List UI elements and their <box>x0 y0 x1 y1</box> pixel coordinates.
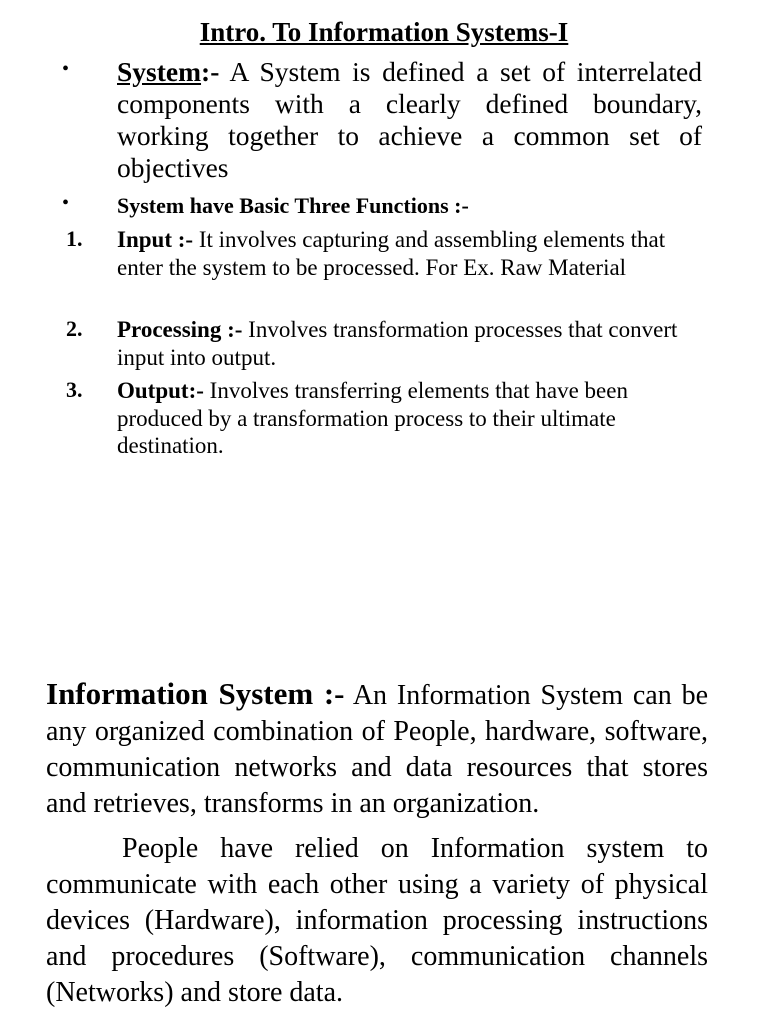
function-item-text <box>117 377 702 460</box>
function-term: Output:- <box>117 378 204 403</box>
system-definition-text <box>117 56 702 184</box>
item-number: 1. <box>66 226 83 251</box>
function-item-text <box>117 316 702 371</box>
bullet-marker: • <box>62 58 70 80</box>
function-description: Involves transformation processes that convert input into output. <box>117 317 678 370</box>
function-term: Input :- <box>117 227 194 252</box>
page-title: Intro. To Information Systems-I <box>199 17 569 47</box>
system-term: System <box>117 56 202 87</box>
functions-heading: System have Basic Three Functions :- <box>117 193 469 218</box>
information-system-paragraph: People have relied on Information system to communicate with each other using a variety of physical devices (Hardware), information processing instructions and procedures (Software), communication channels (Networks) and store data. <box>46 833 708 1008</box>
system-separator: :- <box>201 56 220 87</box>
item-number: 2. <box>66 316 83 341</box>
function-term: Processing :- <box>117 317 243 342</box>
information-system-term: Information System :- <box>46 676 345 711</box>
item-number: 3. <box>66 377 83 402</box>
function-description: Involves transferring elements that have been produced by a transformation process to their ultimate destination. <box>117 378 628 458</box>
function-item-text <box>117 226 702 281</box>
system-definition-body: A System is defined a set of interrelated components with a clearly defined boundary, working together to achieve a common set of objectives <box>117 56 702 183</box>
bullet-marker: • <box>62 192 70 214</box>
information-system-definition <box>46 676 708 822</box>
function-description: It involves capturing and assembling elements that enter the system to be processed. For Ex. Raw Material <box>117 227 666 280</box>
information-system-definition-body: An Information System can be any organized combination of People, hardware, software, communication networks and data resources that stores and retrieves, transforms in an organization. <box>46 680 709 819</box>
